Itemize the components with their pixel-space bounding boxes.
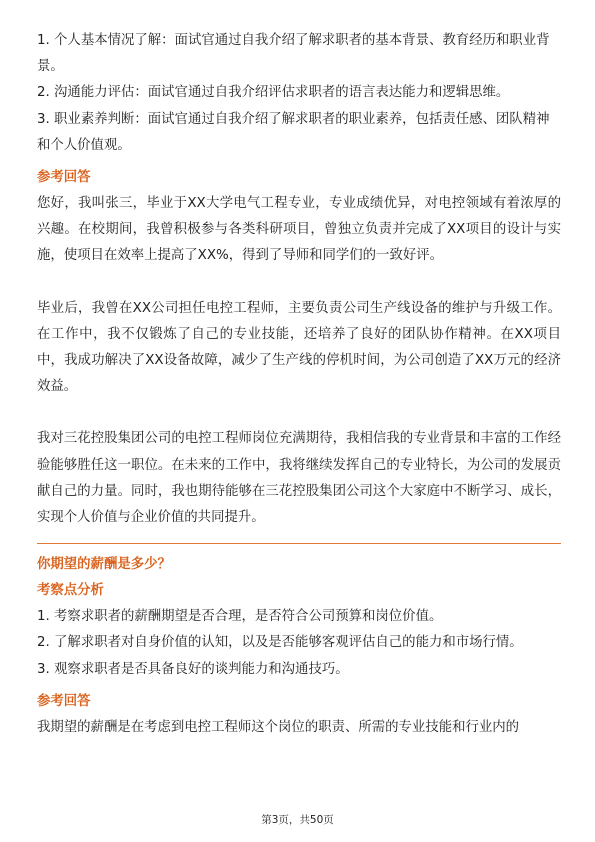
list-item: 2. 了解求职者对自身价值的认知，以及是否能够客观评估自己的能力和市场行情。 — [37, 635, 523, 651]
list-item: 1. 个人基本情况了解：面试官通过自我介绍了解求职者的基本背景、教育经历和职业背景。 — [37, 33, 550, 75]
answer-paragraph: 您好，我叫张三，毕业于XX大学电气工程专业，专业成绩优异，对电控领域有着浓厚的兴趣。在校期间，我曾积极参与各类科研项目，曾独立负责并完成了XX项目的设计与实施，使项目在效率上提高了XX%，得到了导师和同学们的一致好评。 — [37, 196, 561, 264]
page-footer: 第3页，共50页 — [261, 814, 334, 826]
document-body — [37, 28, 561, 741]
answer-paragraph: 毕业后，我曾在XX公司担任电控工程师，主要负责公司生产线设备的维护与升级工作。在工作中，我不仅锻炼了自己的专业技能，还培养了良好的团队协作精神。在XX项目中，我成功解决了XX设备故障，减少了生产线的停机时间，为公司创造了XX万元的经济效益。 — [37, 300, 561, 395]
list-item: 1. 考察求职者的薪酬期望是否合理，是否符合公司预算和岗位价值。 — [37, 609, 443, 625]
list-item: 3. 职业素养判断：面试官通过自我介绍了解求职者的职业素养，包括责任感、团队精神和个人价值观。 — [37, 111, 550, 153]
reference-answer-heading: 参考回答 — [37, 170, 91, 186]
analysis-heading: 考察点分析 — [37, 583, 104, 599]
answer-paragraph: 我期望的薪酬是在考虑到电控工程师这个岗位的职责、所需的专业技能和行业内的 — [37, 719, 520, 735]
question-heading: 你期望的薪酬是多少？ — [37, 557, 171, 573]
paragraph-spacer — [37, 400, 561, 426]
section-divider — [37, 543, 561, 544]
paragraph-spacer — [37, 270, 561, 296]
list-item: 2. 沟通能力评估：面试官通过自我介绍评估求职者的语言表达能力和逻辑思维。 — [37, 85, 510, 101]
list-item: 3. 观察求职者是否具备良好的谈判能力和沟通技巧。 — [37, 661, 349, 677]
reference-answer-heading: 参考回答 — [37, 693, 91, 709]
answer-paragraph: 我对三花控股集团公司的电控工程师岗位充满期待，我相信我的专业背景和丰富的工作经验能够胜任这一职位。在未来的工作中，我将继续发挥自己的专业特长，为公司的发展贡献自己的力量。同时，我也期待能够在三花控股集团公司这个大家庭中不断学习、成长，实现个人价值与企业价值的共同提升。 — [37, 431, 561, 526]
